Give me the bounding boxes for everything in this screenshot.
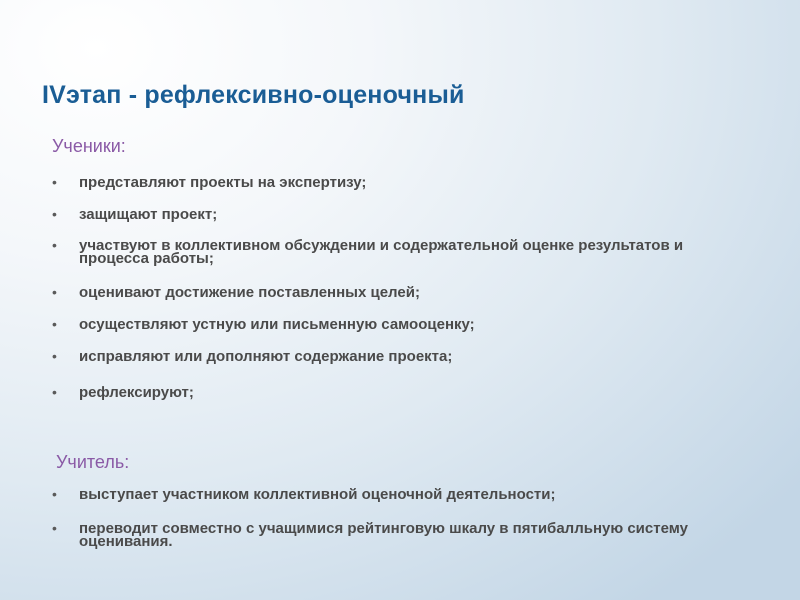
- list-item-text: рефлексируют;: [79, 384, 194, 401]
- list-item: [52, 208, 752, 221]
- bullet-icon: •: [52, 316, 57, 332]
- list-item: [52, 522, 752, 548]
- list-item: [52, 318, 752, 331]
- bullet-icon: •: [52, 486, 57, 502]
- list-item-text: участвуют в коллективном обсуждении и содержательной оценке результатов и процесса работы;: [79, 237, 684, 267]
- bullet-icon: •: [52, 520, 57, 536]
- list-item-text: оценивают достижение поставленных целей;: [79, 284, 420, 301]
- list-item: [52, 239, 752, 265]
- bullet-icon: •: [52, 206, 57, 222]
- list-item-text: переводит совместно с учащимися рейтинговую шкалу в пятибалльную систему оценивания.: [79, 520, 688, 550]
- bullet-icon: •: [52, 284, 57, 300]
- bullet-icon: •: [52, 384, 57, 400]
- list-item: [52, 286, 752, 299]
- bullet-icon: •: [52, 174, 57, 190]
- slide-title: IVэтап - рефлексивно-оценочный: [42, 81, 465, 109]
- list-item: [52, 386, 752, 399]
- list-item-text: выступает участником коллективной оценочной деятельности;: [79, 486, 556, 503]
- students-label: Ученики:: [52, 136, 126, 156]
- list-item-text: исправляют или дополняют содержание проекта;: [79, 348, 453, 365]
- bullet-icon: •: [52, 237, 57, 253]
- list-item: [52, 176, 752, 189]
- list-item-text: представляют проекты на экспертизу;: [79, 174, 367, 191]
- list-item-text: защищают проект;: [79, 206, 218, 223]
- bullet-icon: •: [52, 348, 57, 364]
- list-item: [52, 350, 752, 363]
- teacher-label: Учитель:: [56, 452, 130, 472]
- list-item: [52, 488, 752, 501]
- list-item-text: осуществляют устную или письменную самооценку;: [79, 316, 475, 333]
